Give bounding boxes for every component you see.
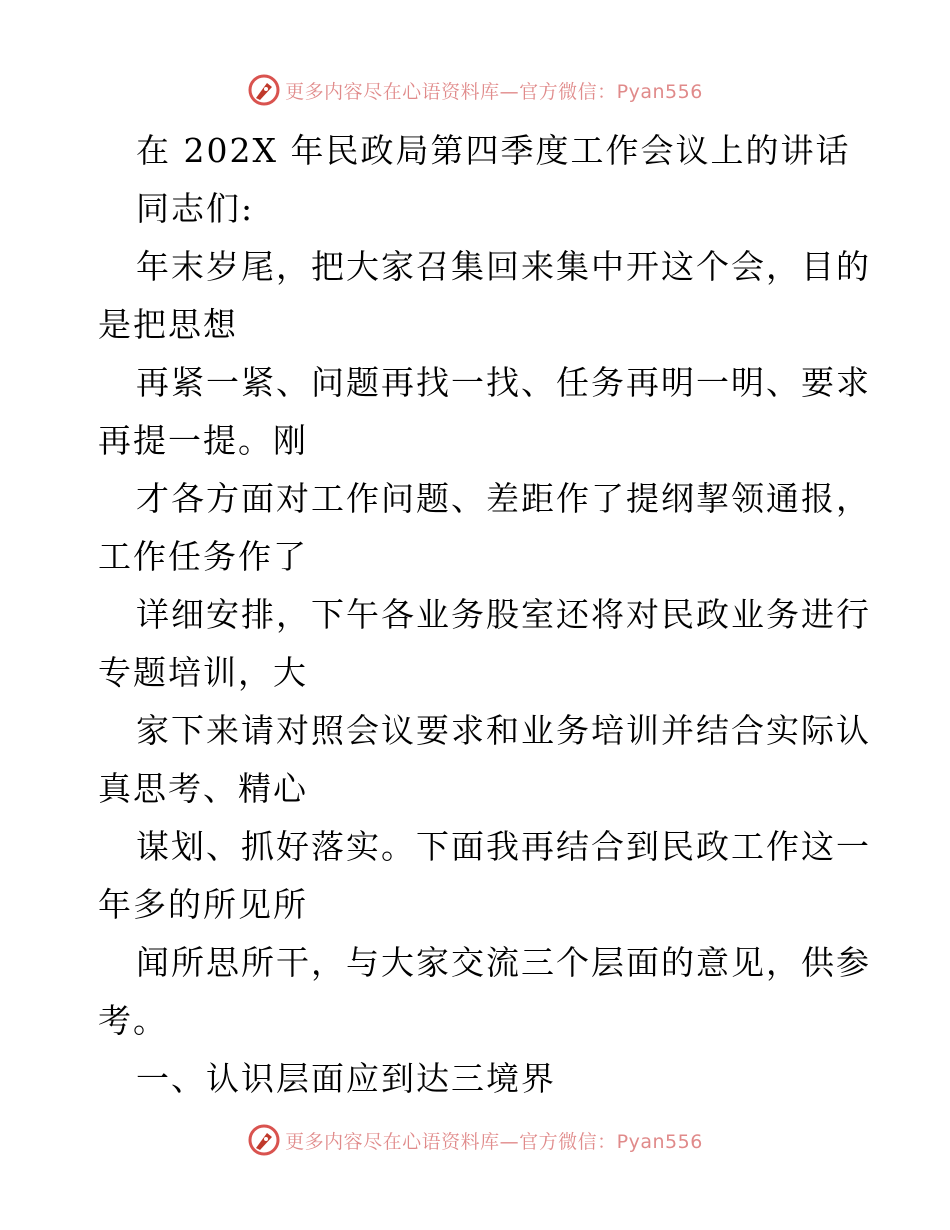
footer-banner-text: 更多内容尽在心语资料库—官方微信：Pyan556 [285,1130,703,1153]
paragraph-line: 年多的所见所 [98,885,308,924]
footer-banner [0,1120,950,1160]
paragraph-line: 是把思想 [98,305,238,344]
paragraph-line: 专题培训，大 [98,653,308,692]
header-banner [0,70,950,110]
paragraph-line: 谋划、抓好落实。下面我再结合到民政工作这一 [136,827,871,866]
paragraph-line: 年末岁尾，把大家召集回来集中开这个会，目的 [136,247,871,286]
header-banner-text: 更多内容尽在心语资料库—官方微信：Pyan556 [285,80,703,103]
paragraph-line: 家下来请对照会议要求和业务培训并结合实际认 [136,711,871,750]
pen-nib-logo-icon [247,1123,281,1157]
speech-title: 在 202X 年民政局第四季度工作会议上的讲话 [136,131,851,170]
paragraph-line: 再紧一紧、问题再找一找、任务再明一明、要求 [136,363,871,402]
paragraph-line: 考。 [98,1001,168,1040]
paragraph-line: 闻所思所干，与大家交流三个层面的意见，供参 [136,943,871,982]
paragraph-line: 才各方面对工作问题、差距作了提纲挈领通报， [136,479,871,518]
paragraph-line: 真思考、精心 [98,769,308,808]
document-body [98,122,871,1108]
paragraph-line: 再提一提。刚 [98,421,308,460]
pen-nib-logo-icon [247,73,281,107]
salutation: 同志们: [136,189,255,228]
paragraph-line: 详细安排，下午各业务股室还将对民政业务进行 [136,595,871,634]
section-heading: 一、认识层面应到达三境界 [136,1059,556,1098]
paragraph-line: 工作任务作了 [98,537,308,576]
